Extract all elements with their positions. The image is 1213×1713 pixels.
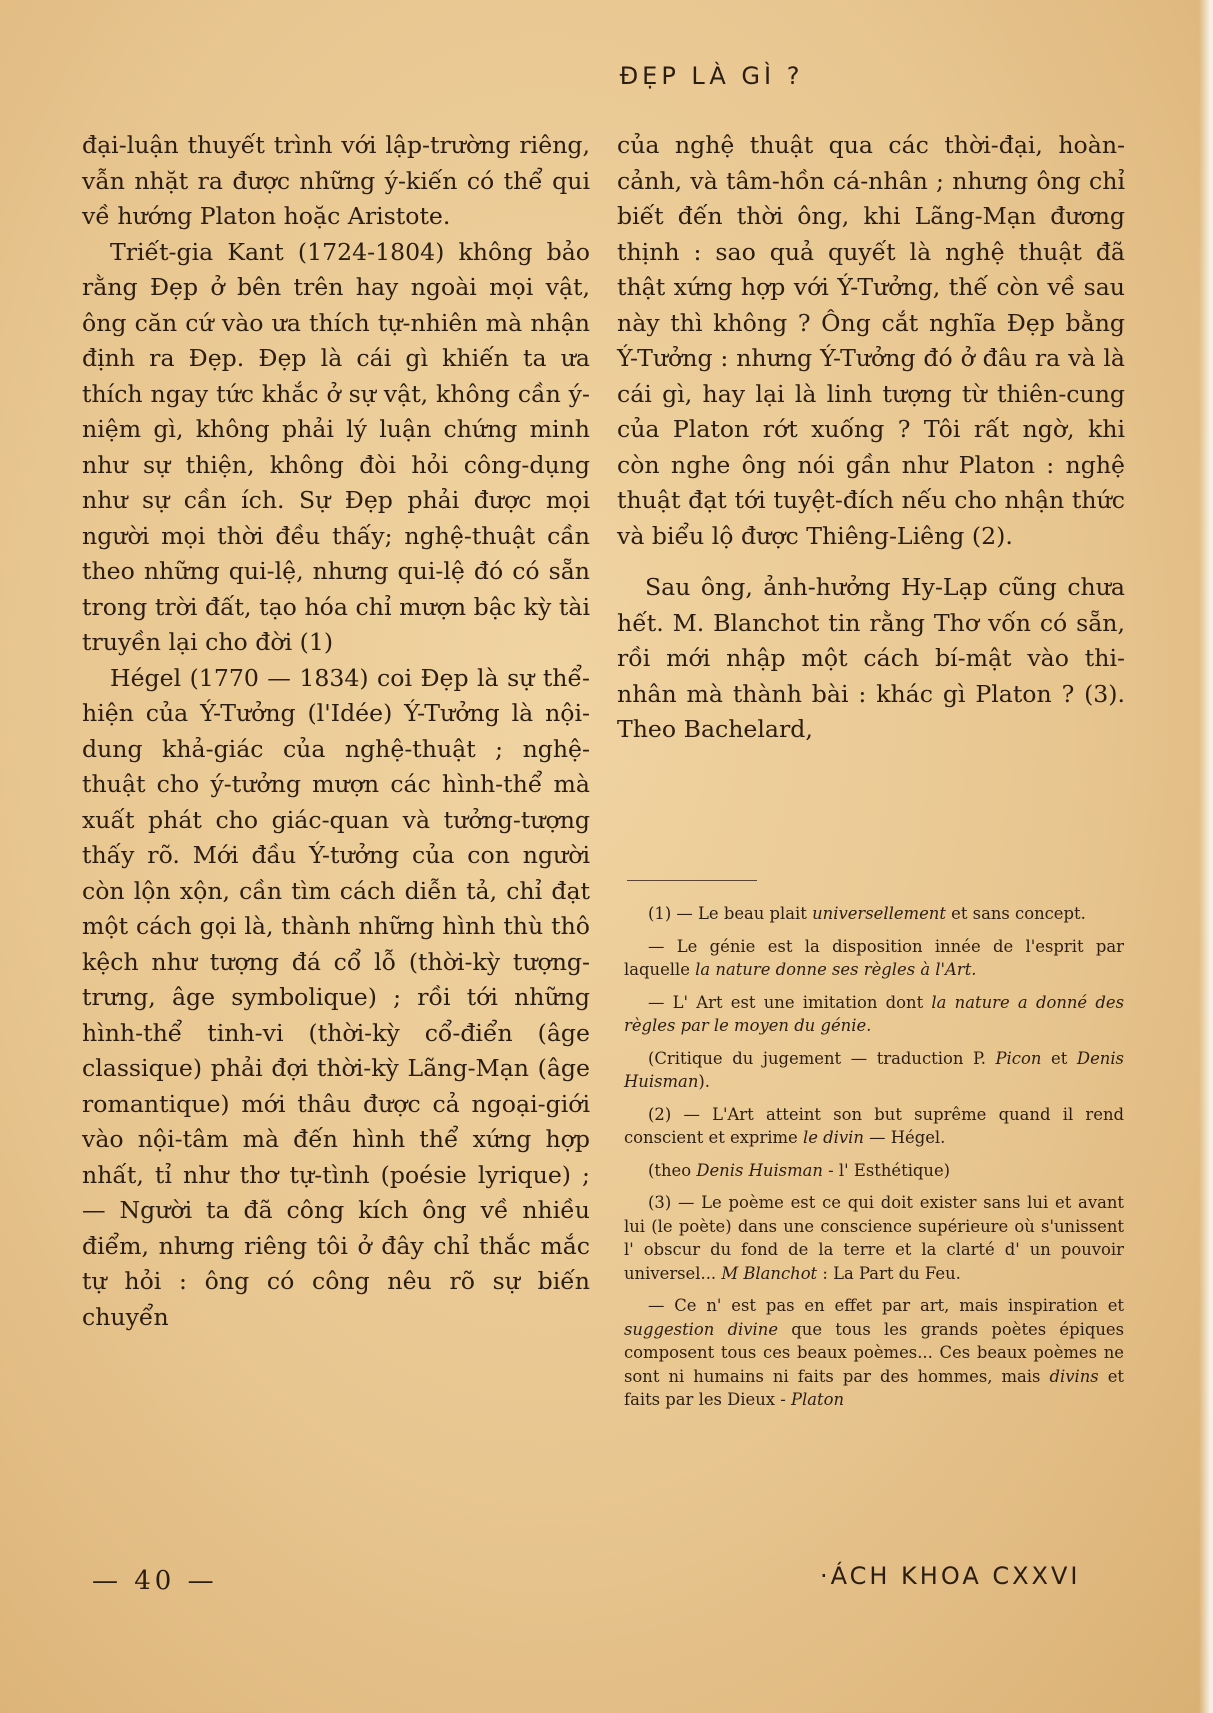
footnote-2-source: (theo Denis Huisman - l' Esthétique)	[648, 1160, 951, 1180]
paragraph: Triết-gia Kant (1724-1804) không bảo rằng Đẹp ở bên trên hay ngoài mọi vật, ông căn cứ vào ưa thích tự-nhiên mà nhận định ra Đẹp. Đẹp là cái gì khiến ta ưa thích ngay tức khắc ở sự vật, không cần ý-niệm gì, không phải lý luận chứng minh như sự thiện, không đòi hỏi công-dụng như sự cần ích. Sự Đẹp phải được mọi người mọi thời đều thấy; nghệ-thuật cần theo những qui-lệ, nhưng qui-lệ đó có sẵn trong trời đất, tạo hóa chỉ mượn bậc kỳ tài truyền lại cho đời (1)	[82, 237, 590, 656]
footnote-3-platon: — Ce n' est pas en effet par art, mais inspiration et suggestion divine que tous les grands poètes épiques composent tous ces beaux poèmes... Ces beaux poèmes ne sont ni humains ni faits par des hommes, mais divins et faits par les Dieux - Platon	[624, 1296, 1124, 1409]
footnote-2: (2) — L'Art atteint son but suprême quand il rend conscient et exprime le divin — Hégel.	[624, 1104, 1124, 1147]
journal-footer: ·ÁCH KHOA CXXVI	[820, 1562, 1081, 1590]
paragraph: Hégel (1770 — 1834) coi Đẹp là sự thể-hiện của Ý-Tưởng (l'Idée) Ý-Tưởng là nội-dung khả-giác của nghệ-thuật ; nghệ-thuật cho ý-tưởng mượn các hình-thể mà xuất phát cho giác-quan và tưởng-tượng thấy rõ. Mới đầu Ý-tưởng của con người còn lộn xộn, cần tìm cách diễn tả, chỉ đạt một cách gọi là, thành những hình thù thô kệch như tượng đá cổ lỗ (thời-kỳ tượng-trưng, âge symbolique) ; rồi tới những hình-thể tinh-vi (thời-kỳ cổ-điển (âge classique) phải đợi thời-kỳ Lãng-Mạn (âge romantique) mới thâu được cả ngoại-giới vào nội-tâm mà đến hình thể xứng hợp nhất, tỉ như thơ tự-tình (poésie lyrique) ; — Người ta đã công kích ông về nhiều điểm, nhưng riêng tôi ở đây chỉ thắc mắc tự hỏi : ông có công nêu rõ sự biến chuyển	[82, 663, 590, 1331]
footnote-1-source: (Critique du jugement — traduction P. Picon et Denis Huisman).	[624, 1048, 1124, 1091]
page-number: — 40 —	[92, 1566, 218, 1596]
footnote-1-genie: — Le génie est la disposition innée de l'esprit par laquelle la nature donne ses règles à l'Art.	[624, 936, 1124, 979]
paragraph: của nghệ thuật qua các thời-đại, hoàn-cảnh, và tâm-hồn cá-nhân ; nhưng ông chỉ biết đến thời ông, khi Lãng-Mạn đương thịnh : sao quả quyết là nghệ thuật đã thật xứng hợp với Ý-Tưởng, thế còn về sau này thì không ? Ông cắt nghĩa Đẹp bằng Ý-Tưởng : nhưng Ý-Tưởng đó ở đâu ra và là cái gì, hay lại là linh tượng từ thiên-cung của Platon rớt xuống ? Tôi rất ngờ, khi còn nghe ông nói gần như Platon : nghệ thuật đạt tới tuyệt-đích nếu cho nhận thức và biểu lộ được Thiêng-Liêng (2).	[617, 131, 1125, 550]
paragraph: đại-luận thuyết trình với lập-trường riêng, vẫn nhặt ra được những ý-kiến có thể qui về hướng Platon hoặc Aristote.	[82, 131, 590, 230]
running-title: ĐẸP LÀ GÌ ?	[619, 62, 804, 90]
right-column	[617, 128, 1125, 748]
paragraph: Sau ông, ảnh-hưởng Hy-Lạp cũng chưa hết. M. Blanchot tin rằng Thơ vốn có sẵn, rồi mới nhập một cách bí-mật vào thi-nhân mà thành bài : khác gì Platon ? (3). Theo Bachelard,	[617, 573, 1125, 743]
footnotes	[624, 902, 1124, 1421]
page-header	[0, 62, 1213, 90]
footnote-1: (1) — Le beau plait universellement et sans concept.	[648, 904, 1086, 923]
page-edge	[1199, 0, 1213, 1713]
footnote-1-art: — L' Art est une imitation dont la nature a donné des règles par le moyen du génie.	[624, 992, 1124, 1035]
left-column	[82, 128, 590, 1335]
footnote-3: (3) — Le poème est ce qui doit exister sans lui et avant lui (le poète) dans une conscience supérieure où s'unissent l' obscur du fond de la terre et la clarté d' un pouvoir universel... M Blanchot : La Part du Feu.	[624, 1193, 1124, 1283]
footnote-rule	[627, 880, 757, 881]
